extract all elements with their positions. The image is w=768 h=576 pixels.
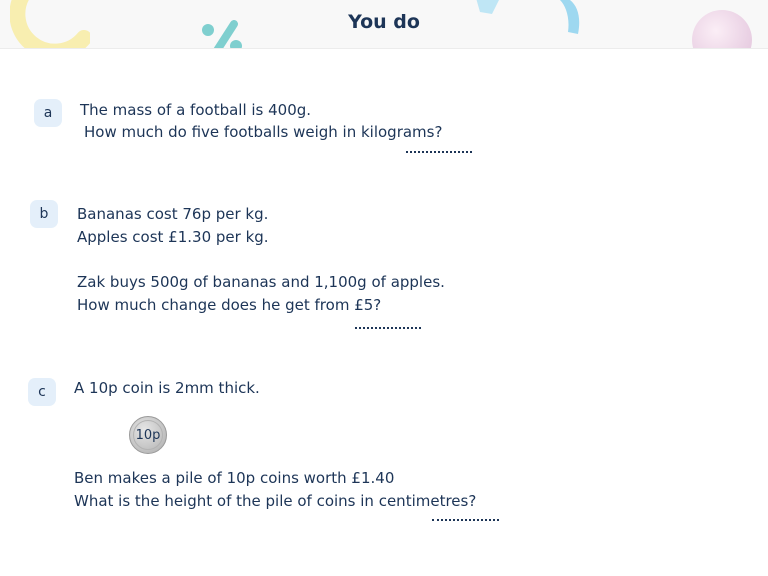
coin-10p-image [129, 416, 167, 454]
question-b-badge: b [30, 200, 58, 228]
question-b-line-3: Zak buys 500g of bananas and 1,100g of apples. [77, 273, 445, 291]
coin-label: 10p [135, 427, 161, 443]
question-c-line-1: A 10p coin is 2mm thick. [74, 379, 260, 397]
question-b-line-2: Apples cost £1.30 per kg. [77, 228, 269, 246]
question-a-line-1: The mass of a football is 400g. [80, 101, 312, 119]
question-b-line-1: Bananas cost 76p per kg. [77, 205, 269, 223]
header-bar [0, 0, 768, 49]
question-b-line-4: How much change does he get from £5? [77, 296, 382, 314]
question-c-line-3: What is the height of the pile of coins in centimetres? [74, 492, 477, 510]
question-c-badge: c [28, 378, 56, 406]
page-title: You do [348, 11, 420, 33]
question-a-line-2: How much do five footballs weigh in kilograms? [84, 123, 443, 141]
question-a-answer-line[interactable] [406, 149, 472, 153]
question-c-answer-line[interactable] [432, 517, 499, 521]
question-b-answer-line[interactable] [355, 325, 421, 329]
question-c-line-2: Ben makes a pile of 10p coins worth £1.40 [74, 469, 395, 487]
question-a-badge: a [34, 99, 62, 127]
